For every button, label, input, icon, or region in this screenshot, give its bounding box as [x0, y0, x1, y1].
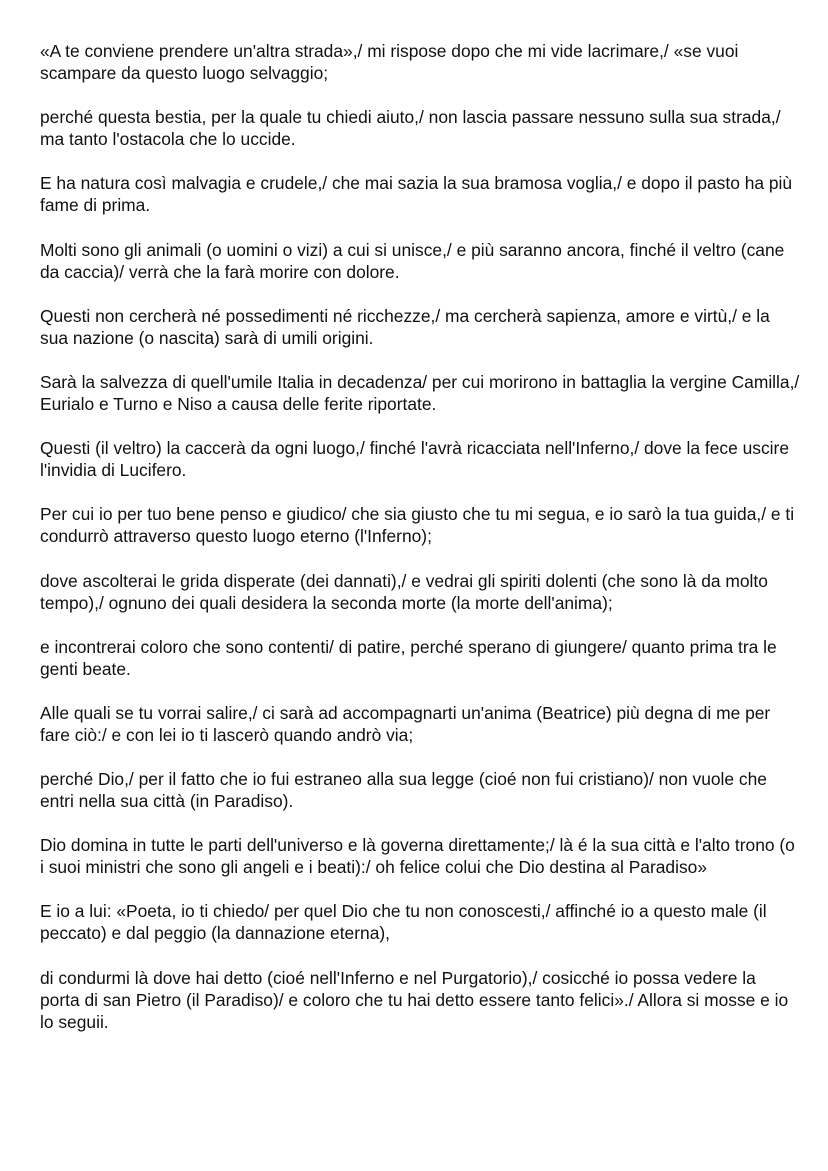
paragraph-14: E io a lui: «Poeta, io ti chiedo/ per quel Dio che tu non conoscesti,/ affinché io a questo male (il peccato) e dal peggio (la dannazione eterna), — [40, 901, 767, 944]
paragraph-10: e incontrerai coloro che sono contenti/ di patire, perché sperano di giungere/ quanto prima tra le genti beate. — [40, 636, 777, 679]
paragraph-3: E ha natura così malvagia e crudele,/ che mai sazia la sua bramosa voglia,/ e dopo il pasto ha più fame di prima. — [40, 173, 793, 216]
paragraph-9: dove ascolterai le grida disperate (dei dannati),/ e vedrai gli spiriti dolenti (che sono là da molto tempo),/ ognuno dei quali desidera la seconda morte (la morte dell'anima); — [40, 570, 768, 613]
paragraph-15: di condurmi là dove hai detto (cioé nell'Inferno e nel Purgatorio),/ cosicché io possa vedere la porta di san Pietro (il Paradiso)/ e coloro che tu hai detto essere tanto felici»./ Allora si mosse e io lo seguii. — [40, 967, 789, 1032]
paragraph-12: perché Dio,/ per il fatto che io fui estraneo alla sua legge (cioé non fui cristiano)/ non vuole che entri nella sua città (in Paradiso). — [40, 769, 767, 812]
paragraph-13: Dio domina in tutte le parti dell'universo e là governa direttamente;/ là é la sua città e l'alto trono (o i suoi ministri che sono gli angeli e i beati):/ oh felice colui che Dio destina al Paradiso» — [40, 835, 795, 878]
paragraph-1: «A te conviene prendere un'altra strada»,/ mi rispose dopo che mi vide lacrimare,/ «se vuoi scampare da questo luogo selvaggio; — [40, 41, 739, 83]
document-page — [40, 40, 800, 1055]
paragraph-5: Questi non cercherà né possedimenti né ricchezze,/ ma cercherà sapienza, amore e virtù,/ e la sua nazione (o nascita) sarà di umili origini. — [40, 305, 770, 348]
paragraph-8: Per cui io per tuo bene penso e giudico/ che sia giusto che tu mi segua, e io sarò la tua guida,/ e ti condurrò attraverso questo luogo eterno (l'Inferno); — [40, 504, 795, 547]
paragraph-11: Alle quali se tu vorrai salire,/ ci sarà ad accompagnarti un'anima (Beatrice) più degna di me per fare ciò:/ e con lei io ti lascerò quando andrò via; — [40, 702, 771, 745]
paragraph-7: Questi (il veltro) la caccerà da ogni luogo,/ finché l'avrà ricacciata nell'Inferno,/ dove la fece uscire l'invidia di Lucifero. — [40, 438, 790, 481]
paragraph-6: Sarà la salvezza di quell'umile Italia in decadenza/ per cui morirono in battaglia la vergine Camilla,/ Eurialo e Turno e Niso a causa delle ferite riportate. — [40, 371, 800, 414]
paragraph-2: perché questa bestia, per la quale tu chiedi aiuto,/ non lascia passare nessuno sulla sua strada,/ ma tanto l'ostacola che lo uccide. — [40, 107, 781, 150]
paragraph-4: Molti sono gli animali (o uomini o vizi) a cui si unisce,/ e più saranno ancora, finché il veltro (cane da caccia)/ verrà che la farà morire con dolore. — [40, 239, 785, 282]
